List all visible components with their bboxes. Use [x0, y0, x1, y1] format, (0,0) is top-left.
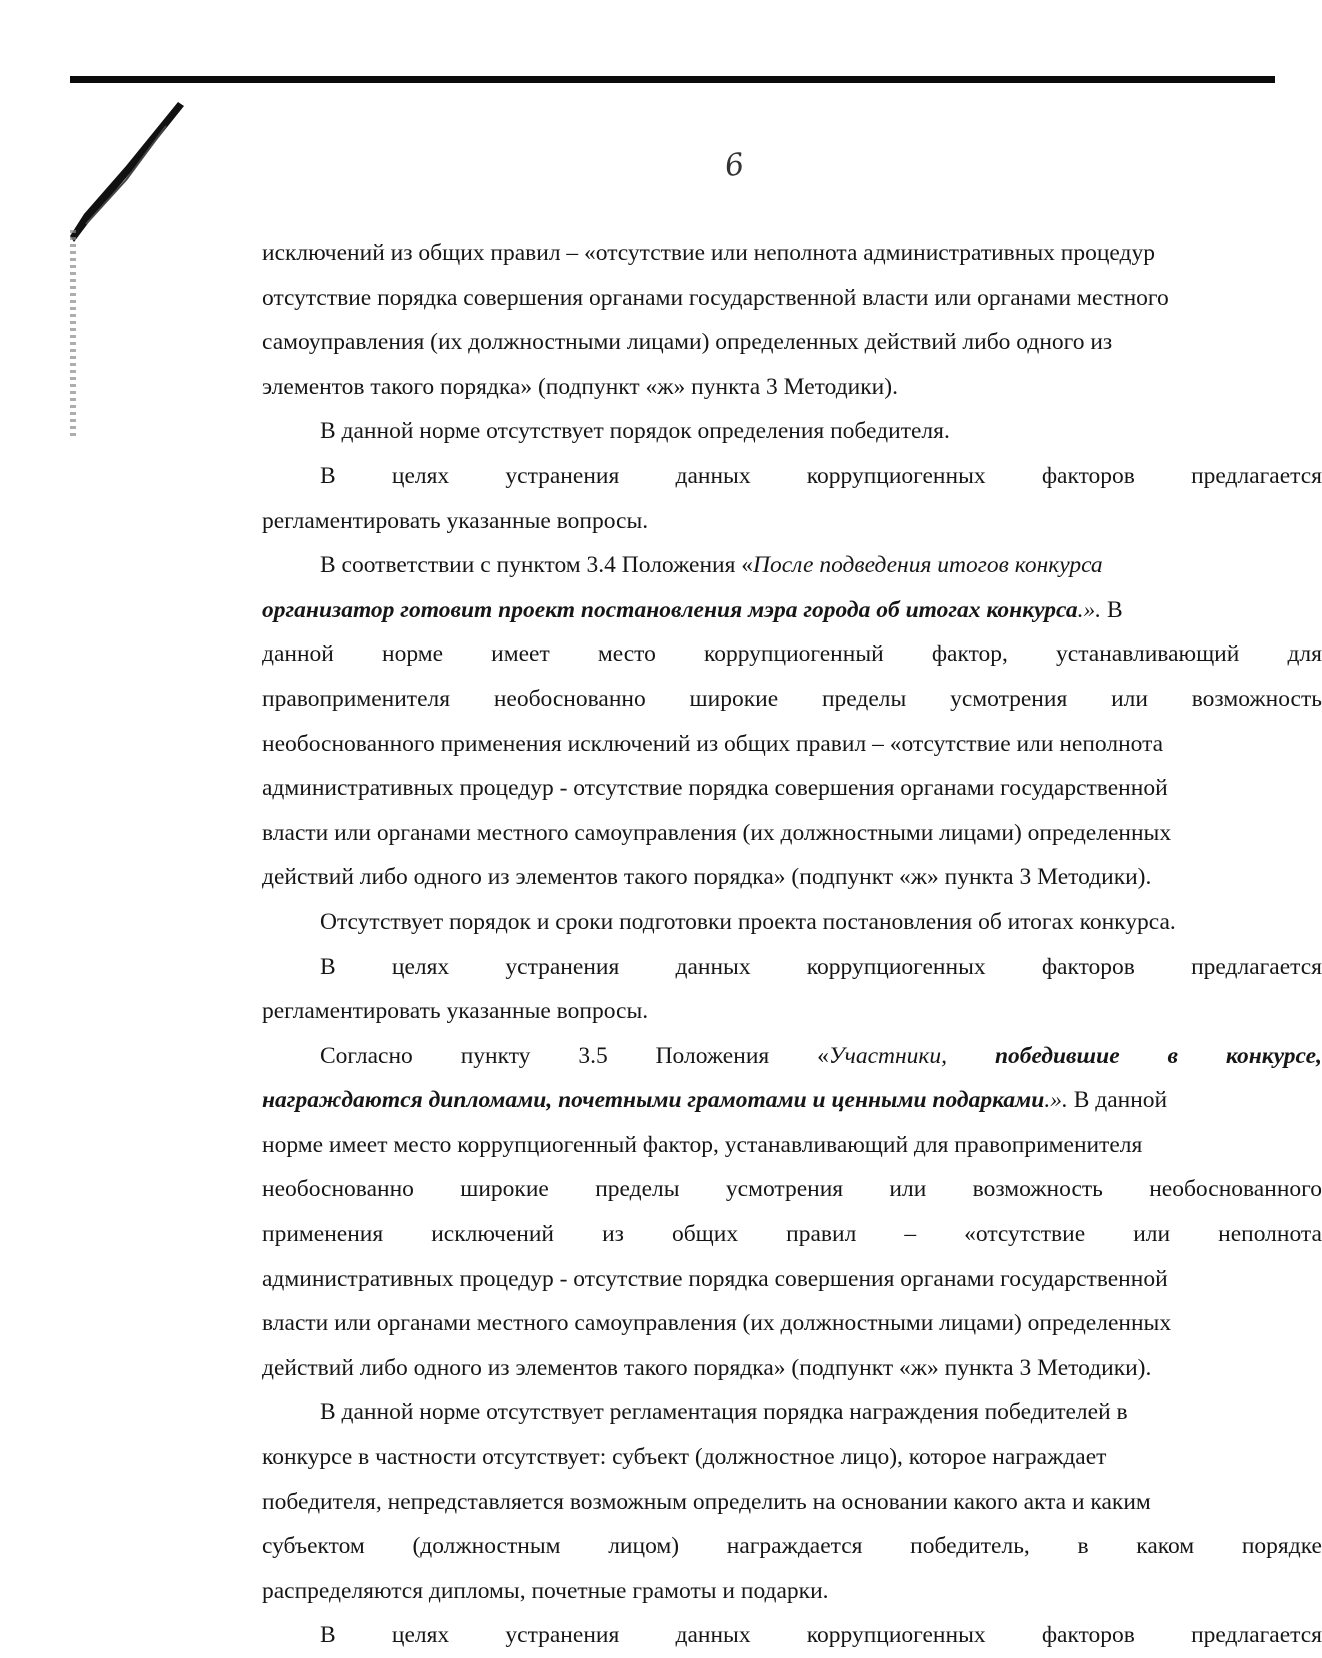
- text-line: конкурсе в частности отсутствует: субъект (должностное лицо), которое награждает: [262, 1444, 1107, 1471]
- text-line: Отсутствует порядок и сроки подготовки проекта постановления об итогах конкурса.: [320, 908, 1176, 935]
- word: в: [1167, 1042, 1179, 1069]
- word: возможность: [1191, 685, 1322, 712]
- word: –: [904, 1221, 917, 1248]
- word: устанавливающий: [1056, 641, 1240, 668]
- word: необоснованно: [493, 685, 646, 712]
- word: порядке: [1241, 1533, 1322, 1560]
- word: устранения: [505, 462, 620, 489]
- text-line: [262, 632, 1322, 677]
- word: общих: [671, 1221, 739, 1248]
- text-line: [262, 677, 1322, 722]
- word: или: [889, 1176, 927, 1203]
- word: необоснованного: [1149, 1176, 1322, 1203]
- word: правоприменителя: [262, 685, 451, 712]
- word: предлагается: [1191, 462, 1322, 489]
- text-line: норме имеет место коррупциогенный фактор, устанавливающий для правоприменителя: [262, 1131, 1143, 1158]
- word: факторов: [1041, 462, 1135, 489]
- text-line: В данной норме отсутствует порядок определения победителя.: [320, 418, 950, 445]
- word: пункту: [460, 1042, 531, 1069]
- line-segment: В: [1101, 596, 1123, 623]
- quote-italic: .».: [1077, 596, 1102, 623]
- word: целях: [391, 462, 450, 489]
- word: факторов: [1041, 1622, 1135, 1649]
- text-line: [262, 1167, 1322, 1212]
- text-line: власти или органами местного самоуправления (их должностными лицами) определенных: [262, 819, 1172, 846]
- word: или: [1111, 685, 1148, 712]
- line-segment: В данной: [1067, 1087, 1168, 1114]
- word: усмотрения: [725, 1176, 844, 1203]
- quote-bold-italic: награждаются дипломами, почетными грамотами и ценными подарками: [262, 1087, 1045, 1114]
- word: широкие: [460, 1176, 549, 1203]
- word: из: [602, 1221, 624, 1248]
- word: (должностным: [412, 1533, 561, 1560]
- text-line: административных процедур - отсутствие порядка совершения органами государственной: [262, 1265, 1168, 1292]
- text-line: победителя, непредставляется возможным определить на основании какого акта и каким: [262, 1488, 1151, 1515]
- word: Согласно: [320, 1042, 413, 1069]
- word: победившие: [994, 1042, 1120, 1069]
- word: данных: [675, 462, 751, 489]
- quote-bold-italic: организатор готовит проект постановления мэра города об итогах конкурса: [262, 596, 1078, 623]
- text-line: В данной норме отсутствует регламентация порядка награждения победителей в: [320, 1399, 1128, 1426]
- word: неполнота: [1218, 1221, 1322, 1248]
- word: Положения: [655, 1042, 770, 1069]
- word: предлагается: [1191, 953, 1322, 980]
- text-line: самоуправления (их должностными лицами) определенных действий либо одного из: [262, 329, 1113, 356]
- word: 3.5: [578, 1042, 608, 1069]
- word: данных: [675, 1622, 751, 1649]
- word: коррупциогенных: [806, 462, 986, 489]
- text-line: регламентировать указанные вопросы.: [262, 998, 649, 1025]
- text-line: действий либо одного из элементов такого порядка» (подпункт «ж» пункта 3 Методики).: [262, 1354, 1152, 1381]
- word: данной: [262, 641, 334, 668]
- text-line: [262, 1613, 1322, 1658]
- word: конкурсе,: [1225, 1042, 1322, 1069]
- pen-stroke-mark: [66, 96, 196, 246]
- word: субъектом: [262, 1533, 365, 1560]
- word: коррупциогенных: [806, 1622, 986, 1649]
- document-body: [262, 231, 1322, 1658]
- text-line: действий либо одного из элементов такого порядка» (подпункт «ж» пункта 3 Методики).: [262, 864, 1152, 891]
- text-line: [262, 1034, 1322, 1079]
- text-line: [262, 543, 1322, 588]
- scan-left-edge-noise: [70, 230, 76, 440]
- word: победитель,: [910, 1533, 1030, 1560]
- text-line: [262, 945, 1322, 990]
- word: для: [1287, 641, 1322, 668]
- top-scan-border: [70, 76, 1275, 83]
- word: целях: [391, 1622, 450, 1649]
- word: или: [1133, 1221, 1171, 1248]
- word: применения: [262, 1221, 384, 1248]
- word: данных: [675, 953, 751, 980]
- word: правил: [786, 1221, 857, 1248]
- quote-segment: [817, 1034, 947, 1079]
- text-line: распределяются дипломы, почетные грамоты и подарки.: [262, 1577, 829, 1604]
- word: необоснованно: [262, 1176, 414, 1203]
- word: В: [320, 462, 336, 489]
- word: широкие: [689, 685, 779, 712]
- word: усмотрения: [950, 685, 1068, 712]
- word: пределы: [821, 685, 907, 712]
- word: устранения: [505, 953, 620, 980]
- word: устранения: [505, 1622, 620, 1649]
- word: «отсутствие: [964, 1221, 1086, 1248]
- quote-italic: Участники,: [828, 1042, 948, 1069]
- word: каком: [1136, 1533, 1195, 1560]
- line-segment: В соответствии с пунктом 3.4 Положения «: [320, 552, 754, 579]
- word: возможность: [972, 1176, 1103, 1203]
- text-line: [262, 454, 1322, 499]
- text-line: регламентировать указанные вопросы.: [262, 507, 649, 534]
- word: пределы: [595, 1176, 680, 1203]
- text-line: [262, 1078, 1322, 1123]
- word: в: [1077, 1533, 1089, 1560]
- page-number: 6: [722, 146, 747, 185]
- text-line: административных процедур - отсутствие порядка совершения органами государственной: [262, 775, 1168, 802]
- quote-italic: .».: [1044, 1087, 1068, 1114]
- word: фактор,: [931, 641, 1008, 668]
- text-line: необоснованного применения исключений из общих правил – «отсутствие или неполнота: [262, 730, 1164, 757]
- word: награждается: [726, 1533, 863, 1560]
- word: норме: [382, 641, 444, 668]
- word: коррупциогенных: [806, 953, 986, 980]
- word: лицом): [608, 1533, 680, 1560]
- word: предлагается: [1191, 1622, 1322, 1649]
- text-line: [262, 1212, 1322, 1257]
- text-line: исключений из общих правил – «отсутствие или неполнота административных процедур: [262, 240, 1155, 266]
- word: место: [597, 641, 656, 668]
- word: имеет: [491, 641, 550, 668]
- text-line: элементов такого порядка» (подпункт «ж» пункта 3 Методики).: [262, 373, 898, 400]
- quote-mark: «: [817, 1042, 829, 1069]
- text-line: [262, 588, 1322, 633]
- word: исключений: [431, 1221, 555, 1248]
- text-line: [262, 1524, 1322, 1569]
- quote-italic: После подведения итогов конкурса: [753, 552, 1103, 579]
- word: факторов: [1041, 953, 1135, 980]
- text-line: власти или органами местного самоуправления (их должностными лицами) определенных: [262, 1310, 1172, 1337]
- word: В: [320, 1622, 336, 1649]
- word: коррупциогенный: [704, 641, 884, 668]
- word: В: [320, 953, 336, 980]
- word: целях: [391, 953, 450, 980]
- text-line: отсутствие порядка совершения органами государственной власти или органами местного: [262, 284, 1169, 311]
